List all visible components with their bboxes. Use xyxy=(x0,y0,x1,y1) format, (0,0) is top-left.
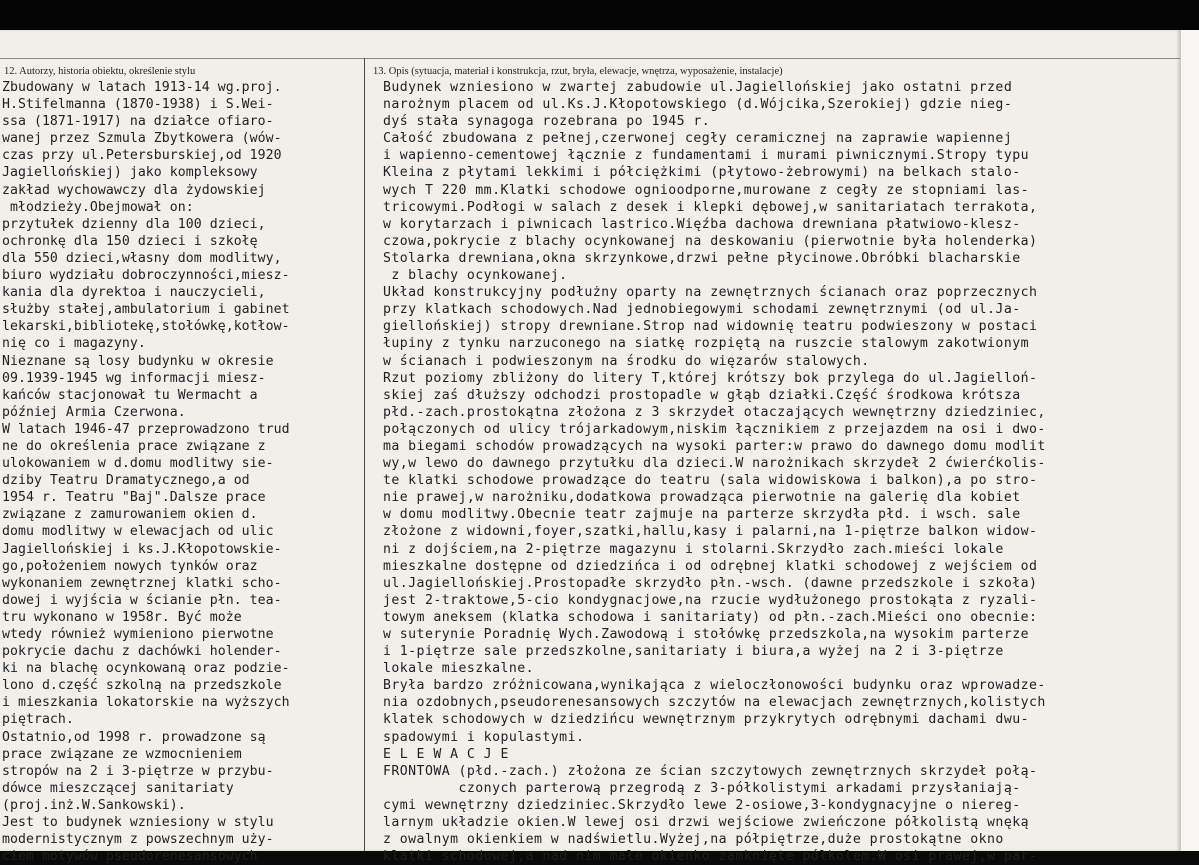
text-line: lono d.część szkolną na przedszkole xyxy=(2,678,282,694)
text-line: czonych parterową przegrodą z 3-półkolistymi arkadami przysłaniają- xyxy=(383,780,1021,796)
text-line: te klatki schodowe prowadzące do teatru (sala widowiskowa i balkon),a po stro- xyxy=(383,473,1038,489)
text-line: go,położeniem nowych tynków oraz xyxy=(2,558,258,574)
text-line: dowej i wyjścia w ścianie płn. tea- xyxy=(2,592,282,608)
text-line: Budynek wzniesiono w zwartej zabudowie ul.Jagiellońskiej jako ostatni przed xyxy=(383,80,1013,95)
text-line: klatki schodowej,a nad nim małe okienko zamknięte półkolem.W osi prawej,w par- xyxy=(383,849,1038,865)
text-line: 1954 r. Teatru "Baj".Dalsze prace xyxy=(2,490,266,506)
text-line: wy,w lewo do dawnego przytułku dla dzieci.W narożnikach skrzydeł 2 ćwierćkolis- xyxy=(383,456,1046,472)
column-divider xyxy=(364,58,365,851)
text-line: Ostatnio,od 1998 r. prowadzone są xyxy=(2,729,266,745)
text-line: dla 550 dzieci,własny dom modlitwy, xyxy=(2,250,282,266)
text-line: przytułek dzienny dla 100 dzieci, xyxy=(2,216,266,232)
history-text-column xyxy=(2,79,362,865)
text-line: ulokowaniem w d.domu modlitwy sie- xyxy=(2,456,274,472)
text-line: później Armia Czerwona. xyxy=(2,404,186,420)
text-line: stropów na 2 i 3-piętrze w przybu- xyxy=(2,763,274,779)
section-13-caption: 13. Opis (sytuacja, materiał i konstrukcja, rzut, bryła, elewacje, wnętrza, wyposażenie, instalacje) xyxy=(373,66,783,77)
text-line: i mieszkania lokatorskie na wyższych xyxy=(2,695,290,711)
text-line: skiej zaś dłuższy odchodzi prostopadle w głąb działki.Część środkowa krótsza xyxy=(383,387,1021,403)
text-line: służby stałej,ambulatorium i gabinet xyxy=(2,302,290,318)
description-text-column xyxy=(383,79,1178,865)
text-line: Układ konstrukcyjny podłużny oparty na zewnętrznych ścianach oraz poprzecznych xyxy=(383,285,1038,301)
text-line: Kleina z płytami lekkimi i półciężkimi (płytowo-żebrowymi) na belkach stalo- xyxy=(383,165,1021,181)
text-line: modernistycznym z powszechnym uży- xyxy=(2,832,274,848)
text-line: mieszkalne dostępne od dziedzińca i od odrębnej klatki schodowej z wejściem od xyxy=(383,558,1038,574)
text-line: i wapienno-cementowej łącznie z fundamentami i murami piwnicznymi.Stropy typu xyxy=(383,148,1029,164)
text-line: ochronkę dla 150 dzieci i szkołę xyxy=(2,233,258,249)
text-line: z blachy ocynkowanej. xyxy=(383,268,568,284)
text-line: narożnym placem od ul.Ks.J.Kłopotowskiego (d.Wójcika,Szerokiej) gdzie nieg- xyxy=(383,97,1013,113)
text-line: Nieznane są losy budynku w okresie xyxy=(2,353,274,369)
text-line: klatek schodowych w dziedzińcu wewnętrznym przykrytych odrębnymi dachami dwu- xyxy=(383,712,1029,728)
text-line: tricowymi.Podłogi w salach z desek i klepki dębowej,w sanitariatach terrakota, xyxy=(383,199,1038,215)
text-line: z owalnym okienkiem w nadświetlu.Wyżej,na półpiętrze,duże prostokątne okno xyxy=(383,832,1004,848)
text-line: W latach 1946-47 przeprowadzono trud xyxy=(2,421,290,437)
text-line: w ścianach i podwieszonym na środku do więzarów stalowych. xyxy=(383,353,870,369)
text-line: nię co i magazyny. xyxy=(2,336,146,352)
text-line: nie prawej,w narożniku,dodatkowa prowadząca pierwotnie na galerię dla kobiet xyxy=(383,490,1021,506)
text-line: ni z dojściem,na 2-piętrze magazynu i stolarni.Skrzydło zach.mieści lokale xyxy=(383,541,1004,557)
text-line: tru wykonano w 1958r. Być może xyxy=(2,609,242,625)
text-line: nia ozdobnych,pseudorenesansowych szczytów na elewacjach zewnętrznych,kolistych xyxy=(383,695,1046,711)
text-line: lokale mieszkalne. xyxy=(383,661,535,677)
text-line: Stolarka drewniana,okna skrzynkowe,drzwi pełne płycinowe.Obróbki blacharskie xyxy=(383,250,1021,266)
text-line: dziby Teatru Dramatycznego,a od xyxy=(2,473,250,489)
text-line: związane z zamurowaniem okien d. xyxy=(2,507,258,523)
text-line: ki na blachę ocynkowaną oraz podzie- xyxy=(2,661,290,677)
text-line: dówce mieszczącej sanitariaty xyxy=(2,780,234,796)
text-line: czowa,pokrycie z blachy ocynkowanej na deskowaniu (pierwotnie była holenderka) xyxy=(383,233,1038,249)
text-line: młodzieży.Obejmował on: xyxy=(2,199,194,215)
text-line: wanej przez Szmula Zbytkowera (wów- xyxy=(2,131,282,147)
text-line: giellońskiej) stropy drewniane.Strop nad widownię teatru podwieszony w postaci xyxy=(383,319,1038,335)
text-line: wych T 220 mm.Klatki schodowe ognioodporne,murowane z cegły ze stopniami las- xyxy=(383,182,1029,198)
text-line: (proj.inż.W.Sankowski). xyxy=(2,797,186,813)
text-line: Jest to budynek wzniesiony w stylu xyxy=(2,815,274,831)
text-line: 09.1939-1945 wg informacji miesz- xyxy=(2,370,266,386)
text-line: płd.-zach.prostokątna złożona z 3 skrzydeł otaczających wewnętrzny dziedziniec, xyxy=(383,404,1046,420)
text-line: prace związane ze wzmocnieniem xyxy=(2,746,242,762)
text-line: H.Stifelmanna (1870-1938) i S.Wei- xyxy=(2,97,274,113)
text-line: łupiny z tynku narzuconego na siatkę rozpiętą na ruszcie stalowym zakotwionym xyxy=(383,336,1029,352)
text-line: ciem motywów pseudorenesansowych xyxy=(2,849,258,865)
text-line: E L E W A C J E xyxy=(383,746,509,762)
text-line: złożone z widowni,foyer,szatki,hallu,kasy i palarni,na 1-piętrze balkon widow- xyxy=(383,524,1038,540)
text-line: i 1-piętrze sale przedszkolne,sanitariaty i biura,a wyżej na 2 i 3-piętrze xyxy=(383,644,1004,660)
text-line: piętrach. xyxy=(2,712,74,728)
text-line: biuro wydziału dobroczynności,miesz- xyxy=(2,268,290,284)
page-right-edge xyxy=(1180,30,1199,851)
text-line: Rzut poziomy zbliżony do litery T,której krótszy bok przylega do ul.Jagielloń- xyxy=(383,370,1038,386)
text-line: zakład wychowawczy dla żydowskiej xyxy=(2,182,266,198)
text-line: Bryła bardzo zróżnicowana,wynikająca z wieloczłonowości budynku oraz wprowadze- xyxy=(383,678,1046,694)
text-line: wtedy również wymieniono pierwotne xyxy=(2,627,274,642)
text-line: przy klatkach schodowych.Nad jednobiegowymi schodami zewnętrznymi (od ul.Ja- xyxy=(383,302,1021,318)
text-line: Jagiellońskiej) jako kompleksowy xyxy=(2,165,258,181)
text-line: w domu modlitwy.Obecnie teatr zajmuje na parterze skrzydła płd. i wsch. sale xyxy=(383,507,1021,523)
text-line: cymi wewnętrzny dziedziniec.Skrzydło lewe 2-osiowe,3-kondygnacyjne o niereg- xyxy=(383,797,1021,813)
text-line: Jagiellońskiej i ks.J.Kłopotowskie- xyxy=(2,541,282,557)
text-line: wykonaniem zewnętrznej klatki scho- xyxy=(2,575,282,591)
form-header-rule xyxy=(0,58,1180,59)
text-line: spadowymi i kopulastymi. xyxy=(383,729,585,745)
text-line: ssa (1871-1917) na działce ofiaro- xyxy=(2,114,274,130)
text-line: połączonych od ulicy trójarkadowym,niskim łącznikiem z przejazdem na osi i dwo- xyxy=(383,421,1046,437)
text-line: ne do określenia prace związane z xyxy=(2,438,266,454)
text-line: ul.Jagiellońskiej.Prostopadłe skrzydło płn.-wsch. (dawne przedszkole i szkoła) xyxy=(383,575,1038,591)
text-line: Zbudowany w latach 1913-14 wg.proj. xyxy=(2,80,282,95)
text-line: ma biegami schodów prowadzących na wysoki parter:w prawo do dawnego domu modlit xyxy=(383,438,1046,454)
text-line: towym aneksem (klatka schodowa i sanitariaty) od płn.-zach.Mieści ono obecnie: xyxy=(383,609,1038,625)
text-line: czas przy ul.Petersburskiej,od 1920 xyxy=(2,148,282,164)
top-black-border xyxy=(0,0,1199,30)
text-line: lekarski,bibliotekę,stołówkę,kotłow- xyxy=(2,319,290,335)
text-line: Całość zbudowana z pełnej,czerwonej cegły ceramicznej na zaprawie wapiennej xyxy=(383,131,1013,147)
text-line: pokrycie dachu z dachówki holender- xyxy=(2,644,282,660)
text-line: w suterynie Poradnię Wych.Zawodową i stołówkę przedszkola,na wysokim parterze xyxy=(383,627,1029,642)
section-12-caption: 12. Autorzy, historia obiektu, określenie stylu xyxy=(4,66,196,77)
text-line: jest 2-traktowe,5-cio kondygnacjowe,na rzucie wydłużonego prostokąta z ryzali- xyxy=(383,592,1038,608)
text-line: w korytarzach i piwnicach lastrico.Więźba dachowa drewniana płatwiowo-klesz- xyxy=(383,216,1021,232)
text-line: FRONTOWA (płd.-zach.) złożona ze ścian szczytowych zewnętrznych skrzydeł połą- xyxy=(383,763,1038,779)
text-line: kańców stacjonował tu Wermacht a xyxy=(2,387,258,403)
text-line: kania dla dyrektoa i nauczycieli, xyxy=(2,285,266,301)
text-line: larnym układzie okien.W lewej osi drzwi wejściowe zwieńczone półkolistą wnęką xyxy=(383,815,1029,831)
text-line: domu modlitwy w elewacjach od ulic xyxy=(2,524,274,540)
text-line: dyś stała synagoga rozebrana po 1945 r. xyxy=(383,114,711,130)
